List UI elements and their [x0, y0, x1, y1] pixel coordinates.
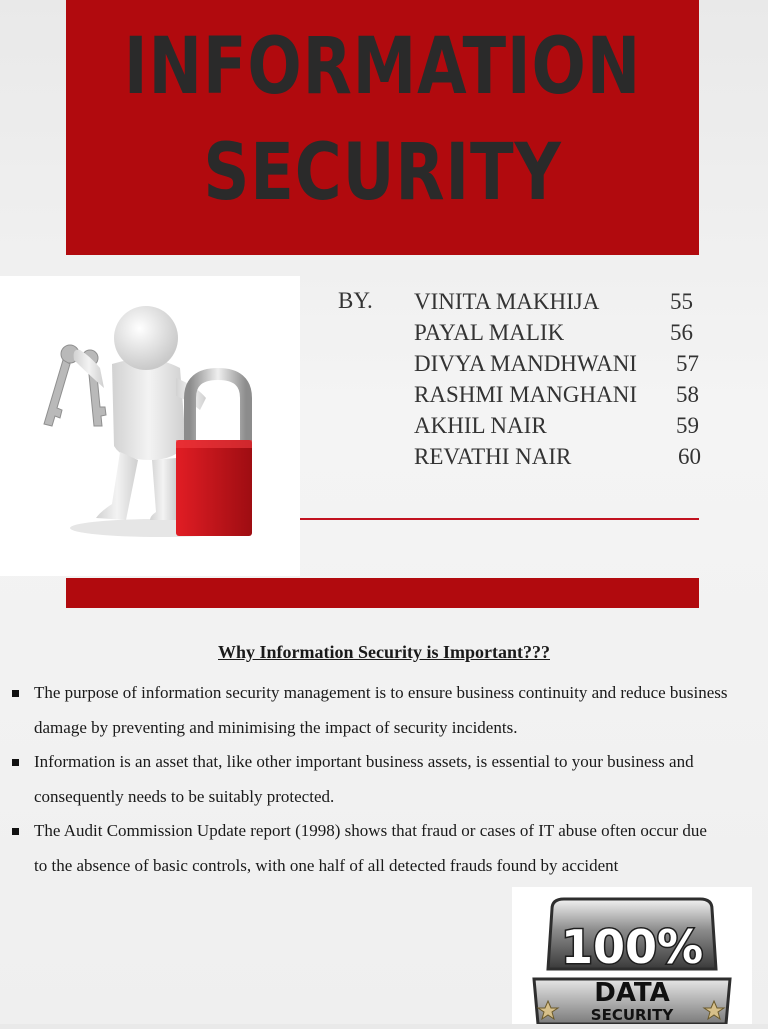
author-name: AKHIL NAIR: [414, 413, 547, 438]
title-line-1: INFORMATION: [123, 22, 642, 112]
bullet-item: [10, 745, 750, 814]
square-bullet-icon: [12, 828, 19, 835]
badge-line-1: DATA: [594, 978, 670, 1008]
badge-percent: 100%: [560, 920, 704, 974]
title-line-2: SECURITY: [203, 128, 562, 218]
author-row: [414, 288, 714, 319]
bullet-item: [10, 676, 750, 745]
square-bullet-icon: [12, 690, 19, 697]
bullet-text: The Audit Commission Update report (1998) shows that fraud or cases of IT abuse often occur due to the absence of basic controls, with one half of all detected frauds found by accident: [34, 821, 707, 875]
bullet-text: The purpose of information security management is to ensure business continuity and reduce business damage by preventing and minimising the impact of security incidents.: [34, 683, 728, 737]
data-security-badge-icon: [512, 887, 752, 1024]
author-row: [414, 319, 714, 350]
roll-number: 57: [676, 351, 699, 376]
author-row: [414, 412, 714, 443]
author-name: REVATHI NAIR: [414, 444, 572, 469]
section-heading: Why Information Security is Important???: [218, 642, 550, 662]
author-row: [414, 381, 714, 412]
person-with-keys-and-padlock-icon: [0, 276, 300, 576]
badge-line-2: SECURITY: [590, 1006, 674, 1024]
author-name: PAYAL MALIK: [414, 320, 565, 345]
roll-number: 60: [678, 444, 701, 469]
bullet-text: Information is an asset that, like other important business assets, is essential to your business and consequently needs to be suitably protected.: [34, 752, 694, 806]
author-list: [414, 288, 714, 474]
roll-number: 56: [670, 320, 693, 345]
square-bullet-icon: [12, 759, 19, 766]
author-row: [414, 350, 714, 381]
author-name: RASHMI MANGHANI: [414, 382, 637, 407]
bullet-item: [10, 814, 750, 883]
divider-line: [300, 518, 699, 520]
bottom-banner: [66, 578, 699, 608]
roll-number: 55: [670, 289, 693, 314]
title-banner: [66, 0, 699, 255]
author-row: [414, 443, 714, 474]
author-name: DIVYA MANDHWANI: [414, 351, 637, 376]
roll-number: 59: [676, 413, 699, 438]
bullet-list: [10, 676, 750, 883]
roll-number: 58: [676, 382, 699, 407]
author-name: VINITA MAKHIJA: [414, 289, 600, 314]
by-label: BY.: [338, 288, 373, 313]
